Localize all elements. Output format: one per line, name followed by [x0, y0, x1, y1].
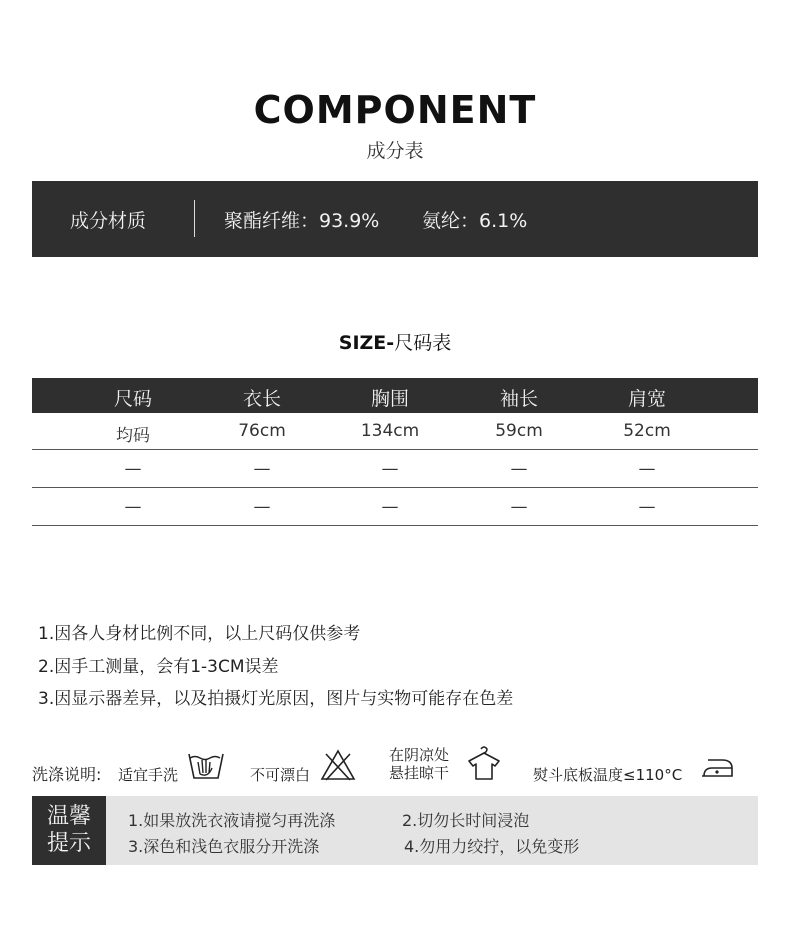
- care-dry-label-2: 悬挂晾干: [389, 764, 450, 782]
- table-cell: 134cm: [360, 421, 420, 441]
- size-table-header: [32, 378, 758, 413]
- header-cell-shoulder: 肩宽: [627, 388, 666, 410]
- table-row: [32, 413, 758, 450]
- header-cell-chest: 胸围: [370, 388, 409, 410]
- table-cell: 均码: [116, 426, 150, 446]
- tips-heading: [32, 796, 106, 865]
- tips-box: [32, 796, 758, 865]
- page-title: COMPONENT: [253, 88, 537, 132]
- table-cell: 76cm: [238, 421, 286, 441]
- divider: [194, 200, 195, 237]
- header-cell-sleeve: 袖长: [499, 388, 538, 410]
- table-cell: —: [638, 459, 656, 479]
- size-title: [0, 328, 790, 355]
- table-cell: —: [638, 497, 656, 517]
- header-cell-length: 衣长: [242, 388, 281, 410]
- hand-wash-icon: [186, 748, 226, 786]
- page-subtitle: 成分表: [366, 140, 424, 162]
- tips-heading-line-1: 温馨: [46, 804, 91, 829]
- tip-item: 4.勿用力绞拧，以免变形: [404, 837, 580, 856]
- table-cell: —: [510, 459, 528, 479]
- size-title-rest: 尺码表: [394, 332, 452, 354]
- table-cell: —: [381, 497, 399, 517]
- table-cell: —: [253, 459, 271, 479]
- header-cell-size: 尺码: [113, 388, 152, 410]
- care-hand-wash-label: 适宜手洗: [118, 766, 179, 784]
- table-cell: —: [124, 497, 142, 517]
- care-no-bleach-label: 不可漂白: [250, 766, 311, 784]
- table-row: [32, 451, 758, 488]
- table-cell: 52cm: [623, 421, 671, 441]
- composition-label: 成分材质: [70, 210, 147, 232]
- table-cell: —: [381, 459, 399, 479]
- tips-heading-line-2: 提示: [46, 831, 91, 856]
- no-bleach-icon: [320, 748, 356, 786]
- table-cell: —: [510, 497, 528, 517]
- tip-item: 3.深色和浅色衣服分开洗涤: [128, 837, 320, 856]
- table-cell: —: [253, 497, 271, 517]
- composition-bar: [32, 181, 758, 257]
- material-polyester: 聚酯纤维：93.9%: [224, 210, 380, 232]
- table-cell: 59cm: [495, 421, 543, 441]
- size-title-bold: SIZE-: [338, 332, 395, 354]
- note-item: 2.因手工测量，会有1-3CM误差: [38, 657, 279, 677]
- care-dry-label-1: 在阴凉处: [389, 746, 450, 764]
- material-spandex: 氨纶：6.1%: [422, 210, 528, 232]
- note-item: 1.因各人身材比例不同，以上尺码仅供参考: [38, 624, 361, 644]
- tip-item: 2.切勿长时间浸泡: [402, 811, 530, 830]
- table-cell: —: [124, 459, 142, 479]
- iron-icon: [700, 756, 734, 784]
- care-iron-label: 熨斗底板温度≤110°C: [533, 766, 683, 784]
- tip-item: 1.如果放洗衣液请搅匀再洗涤: [128, 811, 336, 830]
- table-row: [32, 489, 758, 526]
- note-item: 3.因显示器差异，以及拍摄灯光原因，图片与实物可能存在色差: [38, 689, 514, 709]
- hang-dry-icon: [465, 744, 503, 786]
- care-title: 洗涤说明:: [32, 765, 102, 784]
